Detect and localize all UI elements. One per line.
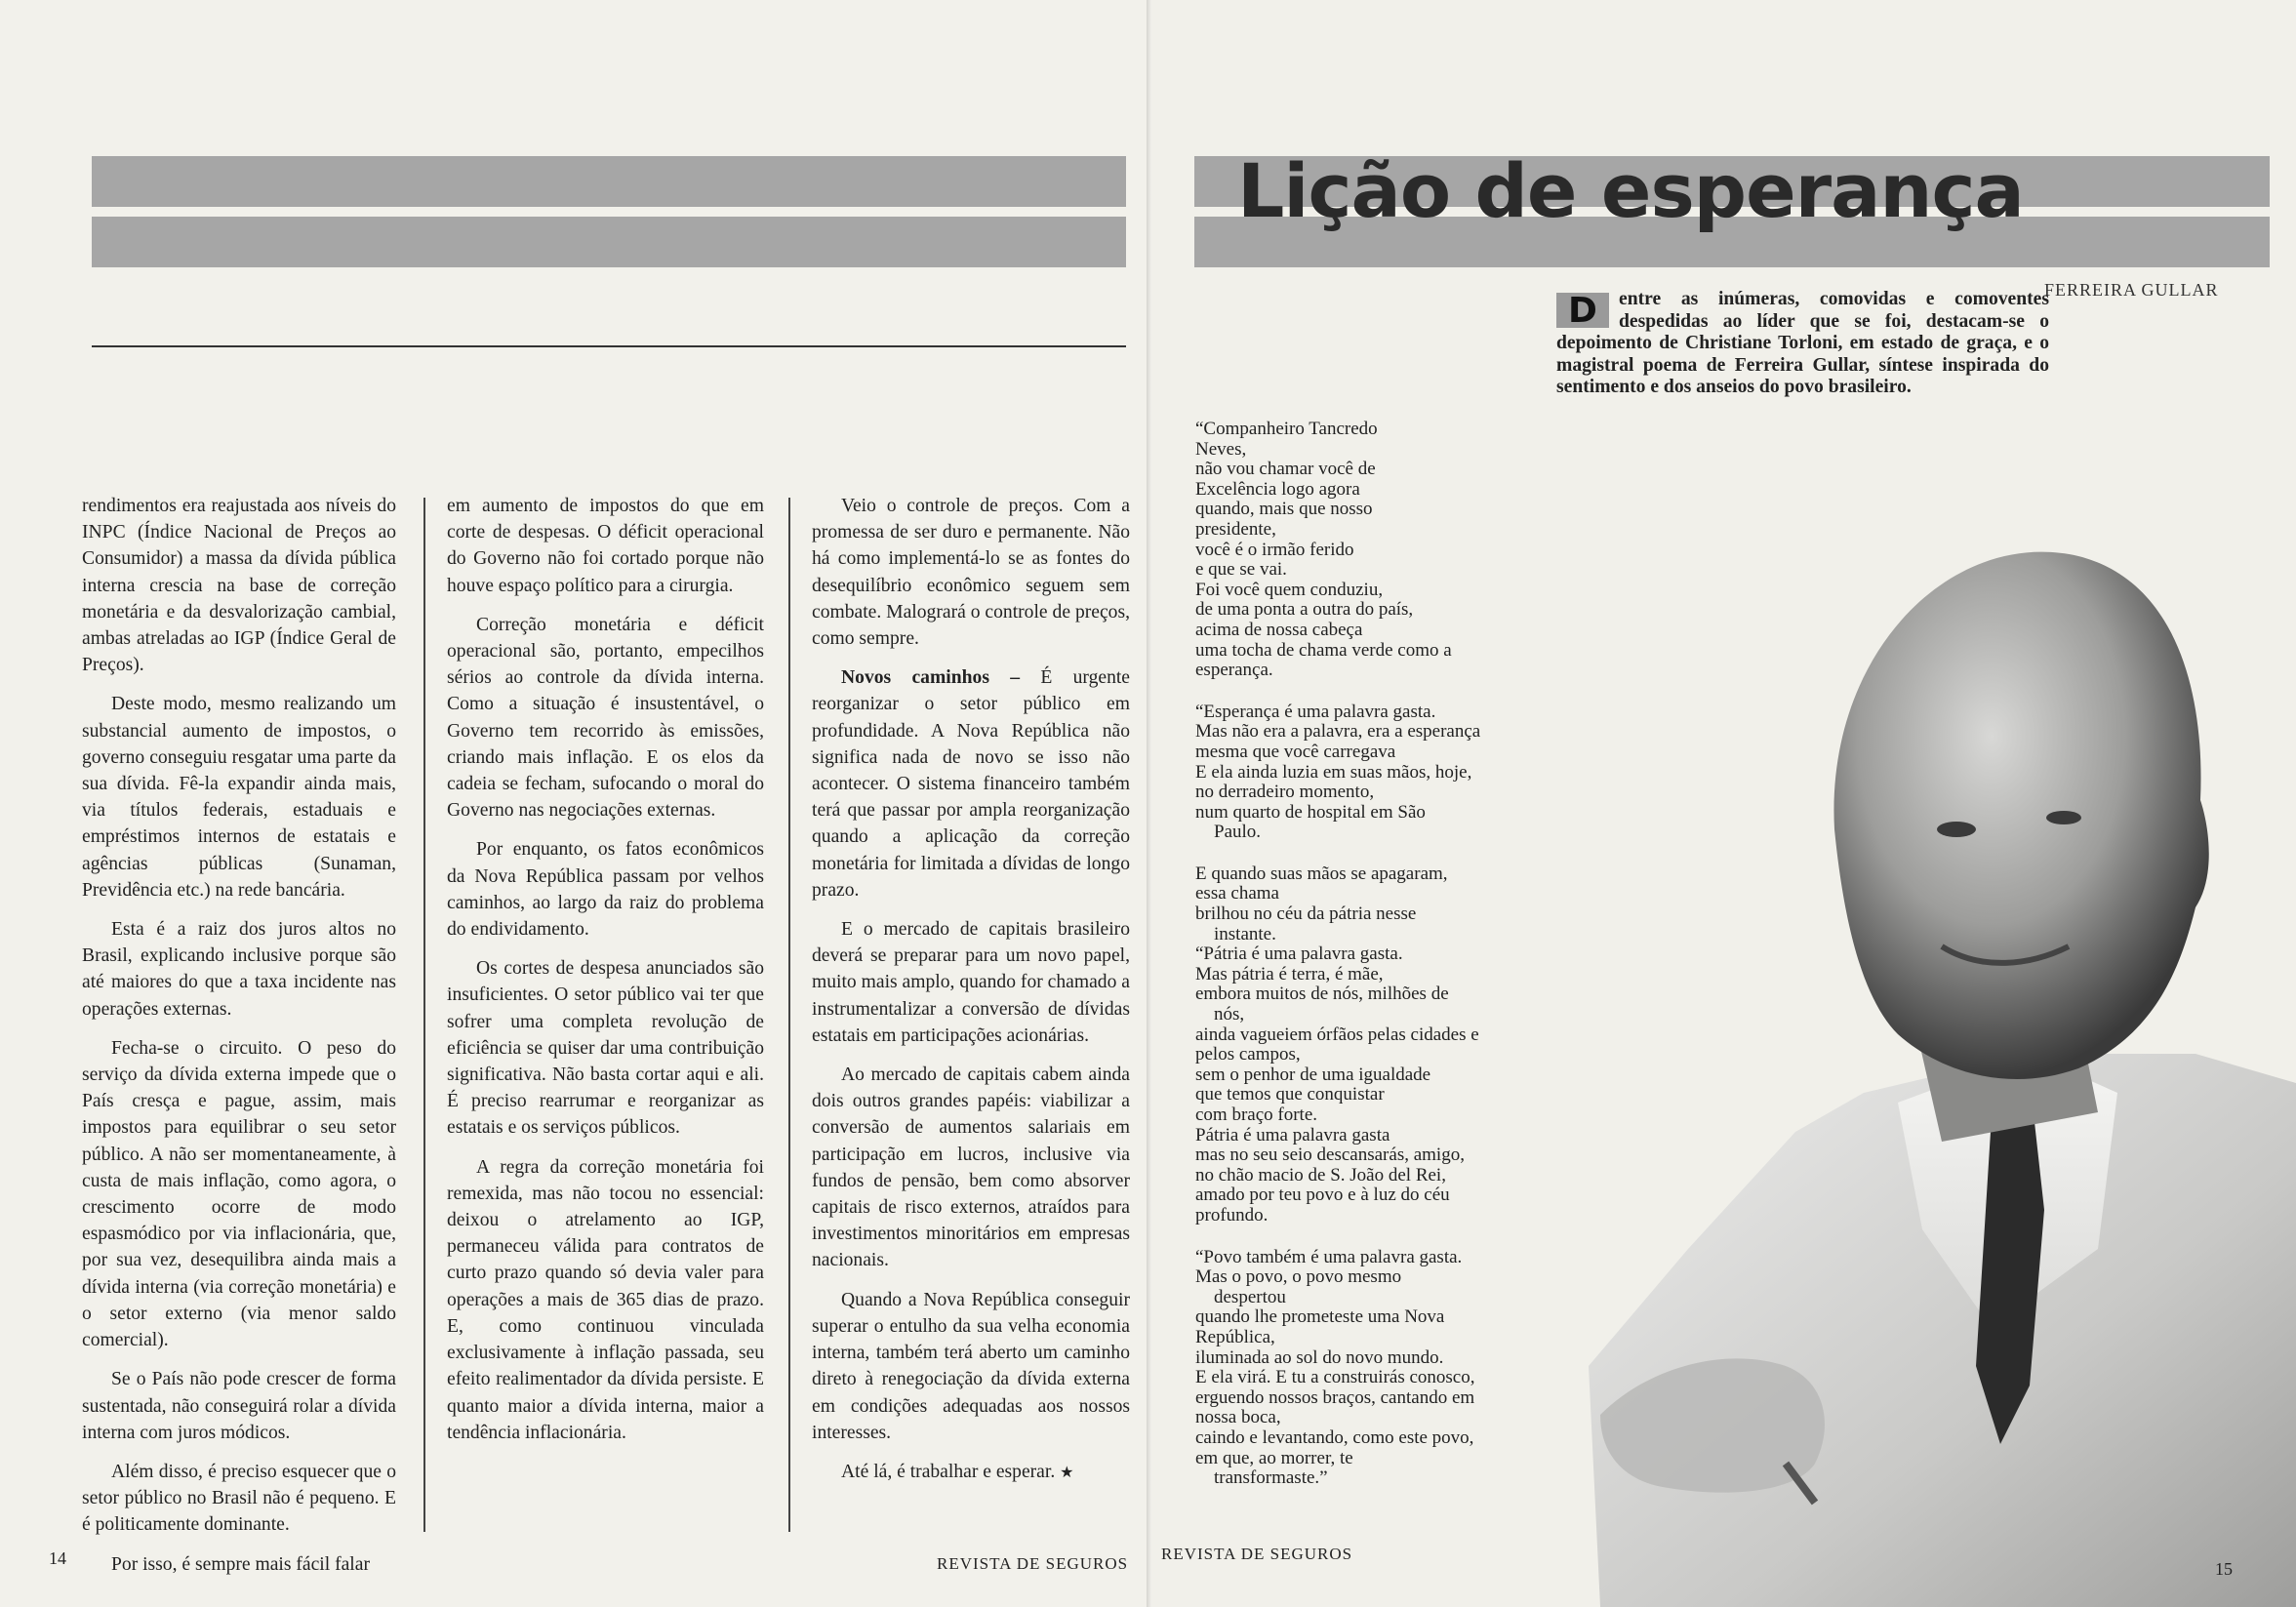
poem-line: no chão macio de S. João del Rei, — [1195, 1164, 1446, 1185]
paragraph — [82, 691, 396, 904]
paragraph-text: A regra da correção monetária foi remexida, mas não tocou no essencial: deixou o atrelamento ao IGP, permaneceu válida para contratos de curto prazo quando só devia valer para operações a mais de 365 dias de prazo. E, como continuou vinculada exclusivamente à inflação passada, seu efeito realimentador da dívida persiste. E quanto maior a dívida interna, maior a tendência inflacionária. — [447, 1156, 764, 1443]
paragraph — [82, 1551, 396, 1578]
paragraph-text: E o mercado de capitais brasileiro deverá se preparar para um novo papel, muito mais amplo, quando for chamado a instrumentalizar a conversão de dívidas estatais em participações acionárias. — [812, 919, 1130, 1046]
paragraph — [812, 916, 1130, 1049]
paragraph-text: É urgente reorganizar o setor público em profundidade. A Nova República não significa nada de novo se isso não acontecer. O sistema financeiro também terá que passar por ampla reorganização quando a aplicação da correção monetária for limitada a dívidas de longo prazo. — [812, 667, 1131, 901]
paragraph — [82, 1366, 396, 1446]
column-rule-1 — [423, 498, 425, 1532]
paragraph-text: Fecha-se o circuito. O peso do serviço da dívida externa impede que o País cresça e pague, assim, mais impostos para equilibrar o seu setor público. A não ser momentaneamente, à custa de mais inflação, como agora, o crescimento ocorre de modo espasmódico por via inflacionária, que, por sua vez, desequilibra ainda mais a dívida interna (via correção monetária) e o setor externo (via menor saldo comercial). — [82, 1037, 396, 1351]
poem-stanza — [1195, 864, 1576, 1226]
poem-line: quando, mais que nosso — [1195, 499, 1373, 520]
poem-line: “Esperança é uma palavra gasta. — [1195, 701, 1436, 722]
page-number-left: 14 — [49, 1548, 66, 1568]
paragraph-text: Veio o controle de preços. Com a promessa de ser duro e permanente. Não há como implementá-lo se as fontes do desequilíbrio econômico seguem sem combate. Malogrará o controle de preços, como sempre. — [812, 496, 1130, 650]
poem-line: transformaste.” — [1195, 1467, 1328, 1489]
poem-line: República, — [1195, 1326, 1275, 1347]
article-title: Lição de esperança — [1237, 147, 2024, 234]
poem-line: iluminada ao sol do novo mundo. — [1195, 1346, 1444, 1368]
paragraph — [812, 493, 1130, 652]
poem-line: nós, — [1195, 1004, 1245, 1025]
poem-line: no derradeiro momento, — [1195, 782, 1375, 803]
poem-line: “Companheiro Tancredo — [1195, 419, 1378, 439]
poem-line: Foi você quem conduziu, — [1195, 579, 1384, 600]
header-band-top — [92, 156, 1126, 207]
poem-line: mas no seu seio descansarás, amigo, — [1195, 1145, 1465, 1166]
poem-line: amado por teu povo e à luz do céu — [1195, 1185, 1450, 1206]
poem-line: E ela virá. E tu a construirás conosco, — [1195, 1367, 1475, 1388]
intro-paragraph — [1556, 289, 2049, 399]
paragraph — [82, 493, 396, 678]
paragraph — [447, 493, 764, 599]
poem-line: em que, ao morrer, te — [1195, 1447, 1353, 1468]
poem-line: pelos campos, — [1195, 1044, 1301, 1065]
running-footer-right: REVISTA DE SEGUROS — [1161, 1545, 1353, 1563]
poem-line: essa chama — [1195, 883, 1279, 904]
paragraph — [447, 1154, 764, 1446]
intro-text: entre as inúmeras, comovidas e comoventes despedidas ao líder que se foi, destacam-se o depoimento de Christiane Torloni, em estado de graça, e o magistral poema de Ferreira Gullar, síntese inspirada do sentimento e dos anseios do povo brasileiro. — [1556, 289, 2049, 398]
poem-line: de uma ponta a outra do país, — [1195, 599, 1414, 621]
poem-line: nossa boca, — [1195, 1407, 1281, 1428]
poem-line: que temos que conquistar — [1195, 1084, 1385, 1105]
text-column-1 — [82, 493, 396, 1590]
header-band-bottom — [92, 217, 1126, 267]
paragraph-text: Deste modo, mesmo realizando um substancial aumento de impostos, o governo conseguiu resgatar uma parte da sua dívida. Fê-la expandir ainda mais, via títulos federais, estaduais e empréstimos internos de estatais e agências públicas (Sunaman, Previdência etc.) na rede bancária. — [82, 694, 396, 901]
poem-line: erguendo nossos braços, cantando em — [1195, 1386, 1475, 1408]
poem-line: Mas o povo, o povo mesmo — [1195, 1266, 1402, 1288]
poem-line: mesma que você carregava — [1195, 741, 1396, 762]
paragraph-text: Os cortes de despesa anunciados são insuficientes. O setor público vai ter que sofrer uma completa revolução de eficiência se quiser dar uma contribuição significativa. Não basta cortar aqui e ali. É preciso rearrumar e reorganizar as estatais e os serviços públicos. — [447, 958, 764, 1139]
paragraph — [812, 1459, 1130, 1486]
running-footer-left: REVISTA DE SEGUROS — [937, 1554, 1129, 1573]
paragraph-text: Por enquanto, os fatos econômicos da Nova República passam por velhos caminhos, ao largo da raiz do problema do endividamento. — [447, 839, 764, 941]
poem-line: despertou — [1195, 1286, 1286, 1307]
poem-stanza — [1195, 420, 1576, 681]
text-column-3 — [812, 493, 1130, 1499]
poem-line: brilhou no céu da pátria nesse — [1195, 904, 1417, 925]
paragraph — [82, 1459, 396, 1539]
subheading: Novos caminhos – — [841, 667, 1041, 689]
end-mark: ★ — [1060, 1464, 1074, 1481]
poem-line: sem o penhor de uma igualdade — [1195, 1064, 1431, 1085]
paragraph — [82, 1035, 396, 1353]
poem-line: E ela ainda luzia em suas mãos, hoje, — [1195, 761, 1472, 783]
poem-line: Excelência logo agora — [1195, 478, 1360, 500]
poem-line: ainda vagueiem órfãos pelas cidades e — [1195, 1024, 1479, 1045]
column-rule-2 — [788, 498, 790, 1532]
poem-line: num quarto de hospital em São — [1195, 801, 1426, 823]
poem-line: Paulo. — [1195, 822, 1262, 843]
paragraph-text: Correção monetária e déficit operacional são, portanto, empecilhos sérios ao controle da dívida interna. Como a situação é insustentável, o Governo tem recorrido às emissões, criando mais inflação. E os elos da cadeia se fecham, sufocando o moral do Governo nas negociações externas. — [447, 614, 764, 822]
paragraph — [82, 916, 396, 1023]
paragraph-text: Ao mercado de capitais cabem ainda dois outros grandes papéis: viabilizar a conversão de aumentos salariais em participação em lucros, inclusive via fundos de pensão, bem como absorver capitais de risco externos, atraídos para investimentos minoritários em empresas nacionais. — [812, 1065, 1130, 1271]
poem-line: caindo e levantando, como este povo, — [1195, 1426, 1474, 1448]
poem-line: “Povo também é uma palavra gasta. — [1195, 1246, 1463, 1267]
poem-line: Mas não era a palavra, era a esperança — [1195, 721, 1481, 743]
poem-line: instante. — [1195, 923, 1276, 944]
poem-line: e que se vai. — [1195, 559, 1287, 581]
paragraph-text: Além disso, é preciso esquecer que o setor público no Brasil não é pequeno. E é politicamente dominante. — [82, 1461, 396, 1536]
right-page — [1151, 0, 2296, 1607]
paragraph-text: Quando a Nova República conseguir superar o entulho da sua velha economia interna, também terá aberto um caminho direto à renegociação da dívida externa em condições adequadas aos nossos interesses. — [812, 1289, 1130, 1443]
drop-cap: D — [1556, 293, 1609, 328]
poem-line: uma tocha de chama verde como a — [1195, 639, 1452, 661]
poem-line: presidente, — [1195, 518, 1276, 540]
paragraph-text: Até lá, é trabalhar e esperar. — [841, 1461, 1056, 1482]
poem — [1195, 420, 1576, 1510]
poem-line: com braço forte. — [1195, 1105, 1318, 1125]
poem-line: “Pátria é uma palavra gasta. — [1195, 944, 1403, 965]
poem-stanza — [1195, 1248, 1576, 1489]
paragraph — [447, 955, 764, 1141]
poem-line: quando lhe prometeste uma Nova — [1195, 1306, 1445, 1328]
page-number-right: 15 — [2215, 1559, 2233, 1579]
poem-stanza — [1195, 703, 1576, 843]
header-rule — [92, 345, 1126, 347]
poem-line: esperança. — [1195, 660, 1273, 681]
paragraph-text: rendimentos era reajustada aos níveis do INPC (Índice Nacional de Preços ao Consumidor) a massa da dívida pública interna crescia na base de correção monetária e da desvalorização cambial, ambas atreladas ao IGP (Índice Geral de Preços). — [82, 496, 396, 676]
poem-line: você é o irmão ferido — [1195, 539, 1354, 560]
poem-line: acima de nossa cabeça — [1195, 619, 1363, 640]
poem-line: profundo. — [1195, 1204, 1269, 1225]
paragraph-text: Se o País não pode crescer de forma sustentada, não conseguirá rolar a dívida interna com juros módicos. — [82, 1369, 396, 1443]
poem-line: Mas pátria é terra, é mãe, — [1195, 963, 1384, 984]
poem-line: não vou chamar você de — [1195, 459, 1376, 480]
text-column-2 — [447, 493, 764, 1459]
paragraph — [812, 664, 1130, 904]
paragraph — [812, 1287, 1130, 1446]
paragraph — [447, 612, 764, 824]
portrait-photo — [1571, 507, 2296, 1607]
paragraph — [447, 836, 764, 943]
paragraph-text: Esta é a raiz dos juros altos no Brasil, explicando inclusive porque são até maiores do que a taxa incidente nas operações externas. — [82, 919, 396, 1020]
poem-line: embora muitos de nós, milhões de — [1195, 984, 1449, 1005]
byline: FERREIRA GULLAR — [2044, 280, 2219, 300]
head-shape — [1833, 552, 2208, 1079]
poem-line: Neves, — [1195, 438, 1247, 460]
paragraph-text: Por isso, é sempre mais fácil falar — [111, 1553, 370, 1575]
paragraph-text: em aumento de impostos do que em corte de despesas. O déficit operacional do Governo não foi cortado porque não houve espaço político para a cirurgia. — [447, 496, 764, 596]
poem-line: Pátria é uma palavra gasta — [1195, 1124, 1390, 1145]
paragraph — [812, 1062, 1130, 1274]
poem-line: E quando suas mãos se apagaram, — [1195, 863, 1448, 884]
